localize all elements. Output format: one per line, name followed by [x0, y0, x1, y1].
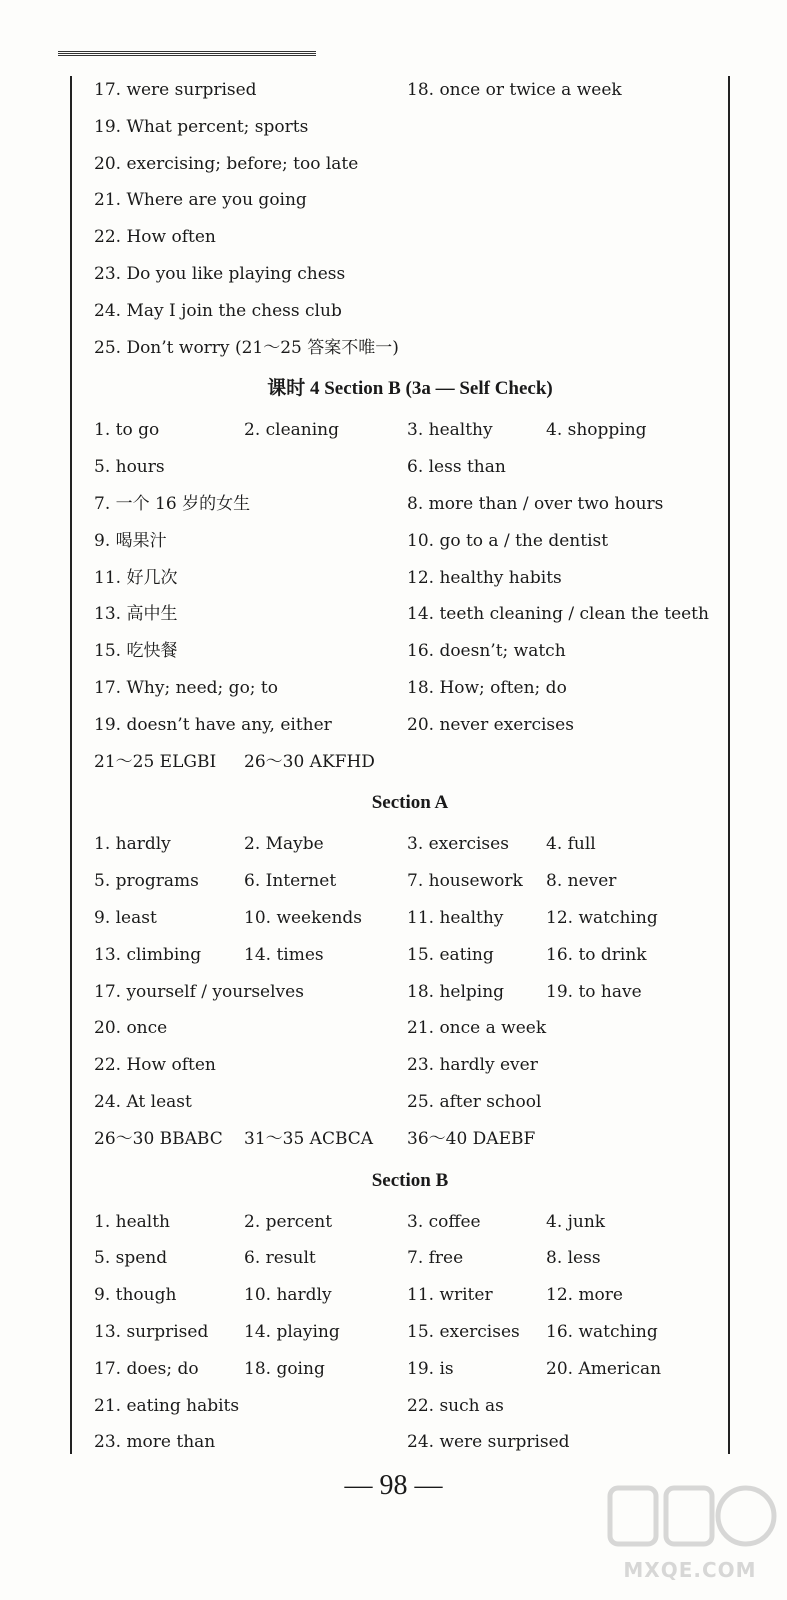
- answer-row: [94, 1084, 726, 1121]
- top-decorative-rule: [58, 50, 316, 56]
- answer-item: 17. Why; need; go; to: [94, 677, 278, 698]
- answer-item: 3. coffee: [407, 1211, 481, 1232]
- section-heading-lesson4: 课时 4 Section B (3a — Self Check): [267, 378, 553, 400]
- answer-item: 21. eating habits: [94, 1395, 240, 1416]
- answer-item: 22. How often: [94, 1055, 216, 1076]
- answer-row: [94, 146, 726, 183]
- answer-row: [94, 486, 726, 523]
- answer-item: 8. less: [546, 1248, 601, 1269]
- answer-item: 17. yourself / yourselves: [94, 981, 304, 1002]
- answer-item: 25. Don’t worry (21～25 答案不唯一): [94, 337, 399, 358]
- answer-item: 18. helping: [407, 981, 505, 1002]
- answer-row: [94, 937, 726, 974]
- answer-item: 20. exercising; before; too late: [94, 153, 359, 174]
- answer-row: [94, 1204, 726, 1241]
- answer-item: 15. exercises: [407, 1321, 520, 1342]
- answer-row: [94, 449, 726, 486]
- answer-item: 14. times: [244, 944, 324, 965]
- answer-row: [94, 1424, 726, 1461]
- answer-row: [94, 1121, 726, 1158]
- answer-item: 20. American: [546, 1358, 662, 1379]
- answer-item: 9. 喝果汁: [94, 530, 167, 551]
- answer-row: [94, 523, 726, 560]
- answer-item: 22. such as: [407, 1395, 504, 1416]
- watermark-text: MXQE.COM: [623, 1558, 757, 1582]
- answer-row: [94, 707, 726, 744]
- answer-item: 1. health: [94, 1211, 170, 1232]
- answer-item: 2. Maybe: [244, 834, 324, 855]
- answer-item: 12. watching: [546, 907, 658, 928]
- answer-item: 7. 一个 16 岁的女生: [94, 493, 251, 514]
- answer-item: 22. How often: [94, 227, 216, 248]
- answer-row: [94, 974, 726, 1011]
- answer-item: 19. to have: [546, 981, 642, 1002]
- answer-row: [94, 826, 726, 863]
- answer-item: 12. healthy habits: [407, 567, 562, 588]
- answer-item: 1. hardly: [94, 834, 171, 855]
- answer-row: [94, 293, 726, 330]
- answer-item: 6. less than: [407, 457, 506, 478]
- answer-item: 15. 吃快餐: [94, 641, 178, 662]
- answer-item: 21. Where are you going: [94, 190, 307, 211]
- watermark-seal-icon: [600, 1478, 780, 1558]
- answer-item: 10. hardly: [244, 1285, 332, 1306]
- answer-item: 1. to go: [94, 420, 160, 441]
- answer-item: 4. junk: [546, 1211, 606, 1232]
- answer-row: [94, 412, 726, 449]
- answer-row: [94, 560, 726, 597]
- answer-item: 26～30 BBABC: [94, 1128, 223, 1149]
- answer-item: 21～25 ELGBI: [94, 751, 217, 772]
- answer-item: 3. exercises: [407, 834, 509, 855]
- answers-block-1: [94, 72, 726, 366]
- answer-row: [94, 1388, 726, 1425]
- answer-row: [94, 330, 726, 367]
- answer-row: [94, 72, 726, 109]
- answer-item: 2. percent: [244, 1211, 333, 1232]
- answer-item: 11. healthy: [407, 907, 504, 928]
- answer-item: 7. housework: [407, 871, 523, 892]
- answer-row: [94, 1047, 726, 1084]
- answer-item: 11. writer: [407, 1285, 493, 1306]
- answer-item: 18. going: [244, 1358, 325, 1379]
- answer-item: 9. though: [94, 1285, 177, 1306]
- answer-content: [94, 72, 726, 1461]
- answer-item: 2. cleaning: [244, 420, 339, 441]
- answer-row: [94, 744, 726, 781]
- answer-item: 19. What percent; sports: [94, 116, 309, 137]
- answer-item: 13. climbing: [94, 944, 202, 965]
- answers-block-2: [94, 412, 726, 780]
- section-heading-section-a: Section A: [371, 792, 449, 814]
- answer-item: 18. once or twice a week: [407, 80, 622, 100]
- answer-item: 4. full: [546, 834, 596, 855]
- answer-item: 31～35 ACBCA: [244, 1128, 374, 1149]
- answer-item: 15. eating: [407, 944, 494, 965]
- answer-item: 6. result: [244, 1248, 316, 1269]
- answer-item: 20. once: [94, 1018, 168, 1039]
- answer-item: 12. more: [546, 1285, 623, 1306]
- answer-row: [94, 670, 726, 707]
- answer-item: 16. watching: [546, 1321, 658, 1342]
- answer-item: 24. At least: [94, 1091, 192, 1112]
- answer-row: [94, 1351, 726, 1388]
- answer-row: [94, 1010, 726, 1047]
- answer-item: 19. doesn’t have any, either: [94, 714, 332, 735]
- watermark-logo: [600, 1478, 780, 1588]
- answer-item: 18. How; often; do: [407, 677, 567, 698]
- answer-item: 36～40 DAEBF: [407, 1128, 536, 1149]
- answer-row: [94, 109, 726, 146]
- answer-row: [94, 900, 726, 937]
- answer-item: 16. to drink: [546, 944, 647, 965]
- answer-row: [94, 1314, 726, 1351]
- answer-row: [94, 596, 726, 633]
- answer-item: 16. doesn’t; watch: [407, 641, 566, 662]
- answer-item: 10. go to a / the dentist: [407, 530, 609, 551]
- answer-item: 21. once a week: [407, 1018, 547, 1039]
- answer-item: 10. weekends: [244, 907, 363, 928]
- answer-row: [94, 256, 726, 293]
- section-heading-section-b: Section B: [371, 1169, 449, 1191]
- answer-item: 7. free: [407, 1248, 464, 1269]
- answer-item: 9. least: [94, 907, 157, 928]
- answer-item: 11. 好几次: [94, 567, 178, 588]
- answer-item: 24. were surprised: [407, 1432, 570, 1453]
- answer-item: 17. were surprised: [94, 80, 257, 100]
- answer-row: [94, 1240, 726, 1277]
- answer-item: 20. never exercises: [407, 714, 574, 735]
- page-number: — 98 —: [344, 1470, 443, 1501]
- left-frame-line: [70, 76, 72, 1454]
- answer-item: 13. 高中生: [94, 604, 178, 625]
- answer-row: [94, 182, 726, 219]
- right-frame-line: [728, 76, 730, 1454]
- answer-item: 23. more than: [94, 1432, 216, 1453]
- answer-item: 13. surprised: [94, 1321, 209, 1342]
- answer-item: 26～30 AKFHD: [244, 751, 375, 772]
- answer-item: 19. is: [407, 1358, 454, 1379]
- answer-item: 5. spend: [94, 1248, 168, 1269]
- answer-item: 23. Do you like playing chess: [94, 263, 346, 284]
- answers-block-3: [94, 826, 726, 1157]
- answer-item: 3. healthy: [407, 420, 493, 441]
- answer-item: 5. programs: [94, 871, 199, 892]
- answer-item: 6. Internet: [244, 871, 337, 892]
- answer-item: 5. hours: [94, 457, 165, 478]
- answer-item: 23. hardly ever: [407, 1055, 538, 1076]
- answer-item: 8. more than / over two hours: [407, 493, 664, 514]
- answer-item: 8. never: [546, 871, 617, 892]
- answer-row: [94, 1277, 726, 1314]
- answer-item: 25. after school: [407, 1091, 542, 1112]
- answer-item: 14. playing: [244, 1321, 340, 1342]
- answer-item: 4. shopping: [546, 420, 647, 441]
- answer-row: [94, 863, 726, 900]
- answer-row: [94, 219, 726, 256]
- answer-item: 24. May I join the chess club: [94, 300, 342, 321]
- answer-item: 17. does; do: [94, 1358, 199, 1379]
- answer-row: [94, 633, 726, 670]
- answers-block-4: [94, 1204, 726, 1462]
- answer-item: 14. teeth cleaning / clean the teeth: [407, 604, 709, 625]
